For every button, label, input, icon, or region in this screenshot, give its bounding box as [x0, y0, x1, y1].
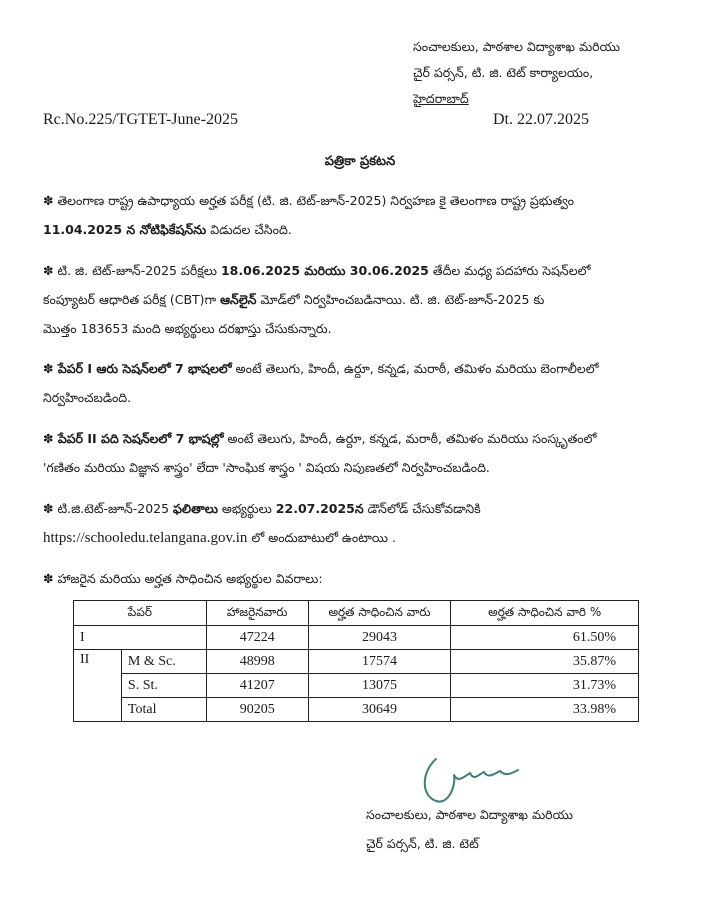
signatory-line2: చైర్ పర్సన్, టి. జి. టెట్ — [366, 836, 479, 851]
paragraph-text: లో అందుబాటులో ఉంటాయి . — [247, 530, 396, 545]
header-appeared: హాజరైనవారు — [206, 601, 308, 626]
results-url: https://schooledu.telangana.gov.in — [43, 530, 248, 546]
paper-label: II — [74, 650, 122, 722]
bold-text: ఫలితాలు — [173, 501, 218, 516]
reference-number: Rc.No.225/TGTET-June-2025 — [43, 111, 238, 128]
bold-text: 22.07.2025న — [275, 501, 364, 516]
paragraph-text: మోడ్‌లో నిర్వహించబడినాయి. టి. జి. టెట్-జూన్-2025 కు — [256, 292, 545, 307]
bold-text: 11.04.2025 న నోటిఫికేషన్‌ను — [43, 222, 207, 237]
paragraph-text: అంటే తెలుగు, హిందీ, ఉర్దూ, కన్నడ, మరాఠీ, తమిళం మరియు సంస్కృతంలో — [223, 431, 597, 446]
appeared-value: 90205 — [206, 698, 308, 722]
percent-value: 33.98% — [451, 698, 639, 722]
paragraph-paper2 — [43, 424, 679, 482]
paragraph-text: అభ్యర్థులు — [217, 501, 276, 516]
paragraph-line — [43, 256, 679, 285]
office-address-line2: చైర్ పర్సన్, టి. జి. టెట్ కార్యాలయం, — [413, 65, 594, 80]
table-row — [74, 650, 639, 674]
table-row — [74, 626, 639, 650]
paragraph-text: తేదీల మధ్య పదహారు సెషన్‌లలో — [428, 263, 591, 278]
qualified-value: 30649 — [308, 698, 451, 722]
paragraph-text: ✽ టి. జి. టెట్-జూన్-2025 పరీక్షలు — [43, 263, 221, 278]
paper-label: I — [74, 626, 207, 650]
paragraph-line: ✽ తెలంగాణ రాష్ట్ర ఉపాధ్యాయ అర్హత పరీక్ష (టి. జి. టెట్-జూన్-2025) నిర్వహణ కై తెలంగాణ రాష్ట్ర ప్రభుత్వం — [43, 193, 574, 208]
percent-value: 61.50% — [451, 626, 639, 650]
signature-image — [414, 757, 520, 807]
table-row — [74, 698, 639, 722]
appeared-value: 41207 — [206, 674, 308, 698]
header-qualified: అర్హత సాధించిన వారు — [308, 601, 451, 626]
paragraph-line — [43, 215, 679, 244]
paragraph-line — [43, 523, 679, 552]
bold-text: ✽ పేపర్ II పది సెషన్‌లలో 7 భాషల్లో — [43, 431, 224, 446]
bold-text: 18.06.2025 మరియు 30.06.2025 — [220, 263, 429, 278]
issue-date: Dt. 22.07.2025 — [493, 111, 589, 128]
qualified-value: 13075 — [308, 674, 451, 698]
bold-text: ఆన్‌లైన్ — [220, 292, 257, 307]
bold-text: ✽ పేపర్ I ఆరు సెషన్‌లలో 7 భాషలలో — [43, 361, 232, 376]
paragraph-paper1 — [43, 354, 679, 412]
subject-label: S. St. — [121, 674, 206, 698]
paragraph-line — [43, 354, 679, 383]
paragraph-line — [43, 285, 679, 314]
subject-label: M & Sc. — [121, 650, 206, 674]
paragraph-line: ✽ హాజరైన మరియు అర్హత సాధించిన అభ్యర్థుల వివరాలు: — [43, 571, 323, 586]
paragraph-line: 'గణితం మరియు విజ్ఞాన శాస్త్రం' లేదా 'సాంఘిక శాస్త్రం ' విషయ నిపుణతలో నిర్వహించబడింది. — [43, 460, 490, 475]
qualified-value: 17574 — [308, 650, 451, 674]
paragraph-text: విడుదల చేసింది. — [206, 222, 292, 237]
page-title: పత్రికా ప్రకటన — [324, 154, 396, 169]
paragraph-text: అంటే తెలుగు, హిందీ, ఉర్దూ, కన్నడ, మరాఠీ, తమిళం మరియు బెంగాలీలలో — [231, 361, 599, 376]
paragraph-notification — [43, 186, 679, 244]
office-address-line1: సంచాలకులు, పాఠశాల విద్యాశాఖ మరియు — [413, 39, 620, 54]
header-paper: పేపర్ — [74, 601, 207, 626]
paragraph-line: నిర్వహించబడింది. — [43, 390, 132, 405]
paragraph-text: ✽ టి.జి.టెట్-జూన్-2025 — [43, 501, 174, 516]
paragraph-line: మొత్తం 183653 మంది అభ్యర్థులు దరఖాస్తు చేసుకున్నారు. — [43, 321, 332, 336]
signatory-line1: సంచాలకులు, పాఠశాల విద్యాశాఖ మరియు — [366, 807, 573, 822]
paragraph-line — [43, 494, 679, 523]
paragraph-exam-schedule — [43, 256, 679, 343]
percent-value: 31.73% — [451, 674, 639, 698]
appeared-value: 48998 — [206, 650, 308, 674]
table-row — [74, 674, 639, 698]
office-address-line3: హైదరాబాద్ — [413, 91, 469, 106]
paragraph-line — [43, 424, 679, 453]
table-caption — [43, 564, 679, 593]
paragraph-text: కంప్యూటర్ ఆధారిత పరీక్ష (CBT)గా — [43, 292, 221, 307]
header-percent: అర్హత సాధించిన వారి % — [451, 601, 639, 626]
paragraph-results — [43, 494, 679, 552]
results-table — [73, 600, 639, 722]
paragraph-text: డౌన్‌లోడ్ చేసుకోవడానికి — [363, 501, 481, 516]
qualified-value: 29043 — [308, 626, 451, 650]
subject-label: Total — [121, 698, 206, 722]
percent-value: 35.87% — [451, 650, 639, 674]
appeared-value: 47224 — [206, 626, 308, 650]
table-header-row — [74, 601, 639, 626]
